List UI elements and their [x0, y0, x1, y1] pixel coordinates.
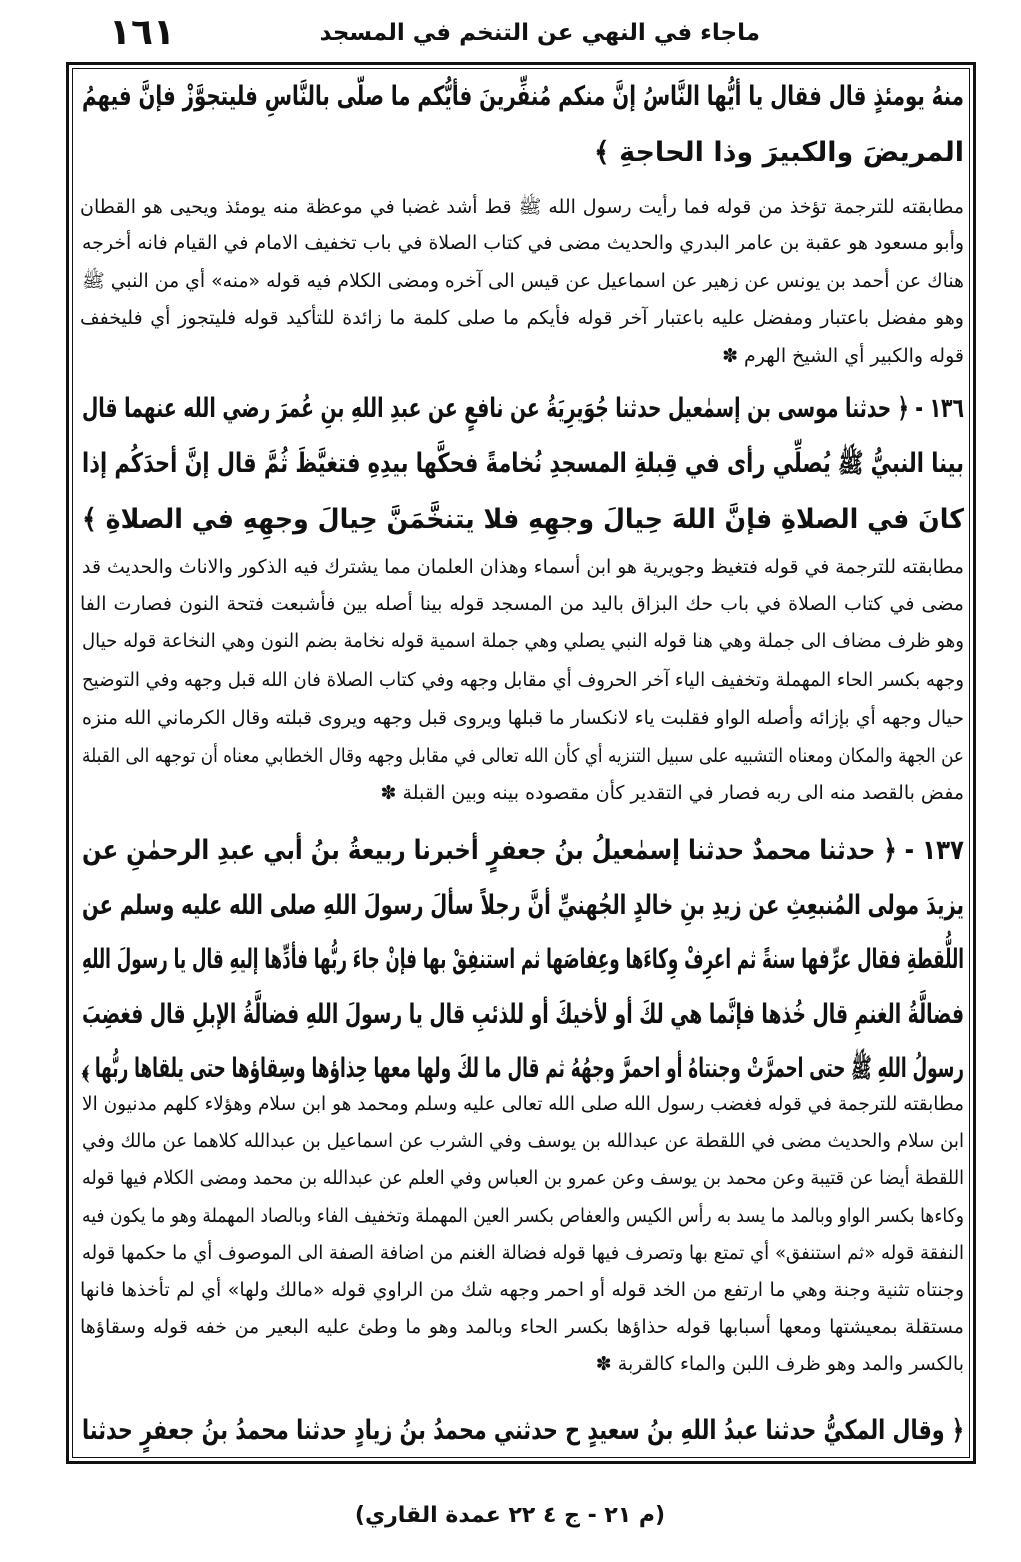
hadith-line: يزيدَ مولى المُنبعِثِ عن زيدِ بنِ خالدٍ الجُهنيِّ أنَّ رجلاً سألَ رسولَ اللهِ صلى الله عليه وسلم عن: [82, 890, 964, 921]
running-title: ماجاء في النهي عن التنخم في المسجد: [319, 20, 760, 46]
hadith-line: كانَ في الصلاةِ فإنَّ اللهَ حِيالَ وجهِهِ فلا يتنخَّمَنَّ حِيالَ وجهِهِ في الصلاةِ ﴾: [81, 504, 965, 535]
commentary-line: وهو مفضل باعتبار ومفضل عليه باعتبار آخر قوله فأيكم ما صلى كلمة ما زائدة للتأكيد قوله فليتجوز أي فليخفف: [80, 307, 964, 329]
commentary-line: مستقلة بمعيشتها ومعها أسبابها قوله حذاؤها بكسر الحاء وبالمد وهو ما وطئ عليه البعير من خفه قوله وسقاؤها: [80, 1316, 964, 1338]
commentary-line: وأبو مسعود هو عقبة بن عامر البدري والحديث مضى في كتاب الصلاة في باب تخفيف الامام في القيام فانه أخرجه: [82, 232, 965, 254]
commentary-line: هناك عن أحمد بن يونس عن زهير عن اسماعيل عن قيس الى آخره ومضى الكلام فيه قوله «منه» أي من النبي ﷺ: [81, 270, 964, 292]
commentary-line: اللقطة أيضا عن قتيبة وعن محمد بن يوسف وعن عمرو بن العباس وفي العلم عن عبدالله بن محمد ومضى الكلام فيها قوله: [81, 1167, 964, 1189]
commentary-line: وجنتاه تثنية وجنة وهي ما ارتفع من الخد قوله أو احمر وجهه شك من الراوي قوله «مالك ولها» أي لم تأخذها فانها: [80, 1279, 964, 1301]
hadith-line: ١٣٦ - ﴿ حدثنا موسى بن إسمٰعيل حدثنا جُوَيرِيَةُ عن نافعٍ عن عبدِ اللهِ بنِ عُمرَ رضي الله عنهما قال: [81, 393, 964, 424]
commentary-line: مطابقته للترجمة في قوله فغضب رسول الله صلى الله تعالى عليه وسلم ومحمد هو ابن سلام وهؤلاء كلهم مدنيون الا: [82, 1093, 965, 1115]
hadith-line: المريضَ والكبيرَ وذا الحاجةِ ﴾: [593, 137, 964, 168]
commentary-line: مفض بالقصد منه الى ربه فصار في التقدير كأن مقصوده بينه وبين القبلة ✽: [380, 782, 964, 804]
hadith-line: فضالَّةُ الغنمِ قال خُذها فإنَّما هي لكَ أو لأخيكَ أو للذئبِ قال يا رسولَ اللهِ فضالَّةُ الإبلِ قال فغضِبَ: [82, 999, 964, 1030]
hadith-line: ﴿ وقال المكيُّ حدثنا عبدُ اللهِ بنُ سعيدٍ ح حدثني محمدُ بنُ زيادٍ حدثنا محمدُ بنُ جعفرٍ حدثنا: [81, 1415, 964, 1446]
commentary-line: بالكسر والمد وهو ظرف اللبن والماء كالقربة ✽: [595, 1353, 964, 1375]
commentary-line: ابن سلام والحديث مضى في اللقطة عن عبدالله بن يوسف وفي الشرب عن اسماعيل بن عبدالله كلاهما عن مالك وفي: [82, 1130, 964, 1152]
commentary-line: مطابقته للترجمة تؤخذ من قوله فما رأيت رسول الله ﷺ قط أشد غضبا في موعظة منه يومئذ ويحيى هو القطان: [80, 196, 964, 218]
commentary-line: مضى في كتاب الصلاة في باب حك البزاق باليد من المسجد قوله بينا أصله بين فأشبعت فتحة النون فصارت الفا: [80, 593, 964, 615]
commentary-line: النفقة قوله «ثم استنفق» أي تمتع بها وتصرف فيها قوله فضالة الغنم من اضافة الصفة الى الموصوف أي ما حكمها قوله: [81, 1242, 964, 1264]
commentary-line: حيال وجهه أي بإزائه وأصله الواو فقلبت ياء لانكسار ما قبلها ويروى قبل وجهه ويروى قبلته وقال الكرماني الله منزه: [81, 707, 964, 729]
commentary-line: وهو ظرف مضاف الى جملة وهي هنا قوله النبي يصلي وهي جملة اسمية قوله نخامة بضم النون وهي النخاعة قوله حيال: [82, 630, 964, 652]
hadith-line: رسولُ اللهِ ﷺ حتى احمرَّتْ وجنتاهُ أو احمرَّ وجهُهُ ثم قال ما لكَ ولها معها حِذاؤها وسِقاؤها حتى يلقاها ربُّها ﴾: [82, 1053, 965, 1084]
hadith-line: ١٣٧ - ﴿ حدثنا محمدٌ حدثنا إسمٰعيلُ بنُ جعفرٍ أخبرنا ربيعةُ بنُ أبي عبدِ الرحمٰنِ عن: [82, 835, 964, 866]
page-number: ١٦١: [109, 12, 175, 53]
commentary-line: وكاءها بكسر الواو وبالمد ما يسد به رأس الكيس والعفاص بكسر العين المهملة وتخفيف الفاء وبالصاد المهملة وهو ما يكون فيه: [82, 1205, 964, 1227]
commentary-line: عن الجهة والمكان ومعناه التشبيه على سبيل التنزيه أي كأن الله تعالى في مقابل وجهه وقال الخطابي معناه أن توجهه الى القبلة: [82, 745, 965, 767]
hadith-line: بينا النبيُّ ﷺ يُصلِّي رأى في قِبلةِ المسجدِ نُخامةً فحكَّها بيدِهِ فتغيَّظَ ثُمَّ قال إنَّ أحدَكُم إذا: [82, 448, 964, 479]
commentary-line: وجهه بكسر الحاء المهملة وتخفيف الياء آخر الحروف أي مقابل وجهه وفي كتاب الصلاة فان الله قبل وجهه وفي التوضيح: [81, 669, 964, 691]
footer-signature: (م ٢١ - ج ٤ ٢٢ عمدة القاري): [354, 1503, 666, 1528]
hadith-line: اللُّقطةِ فقال عرِّفها سنةً ثم اعرِفْ وِكاءَها وعِفاصَها ثم استنفِقْ بها فإنْ جاءَ ربُّها فأدِّها إليهِ قال يا رسولَ اللهِ: [81, 944, 964, 975]
commentary-line: مطابقته للترجمة في قوله فتغيظ وجويرية هو ابن أسماء وهذان العلمان مما يشترك فيه الذكور والاناث والحديث قد: [82, 556, 964, 578]
hadith-line: منهُ يومئذٍ قال فقال يا أيُّها النَّاسُ إنَّ منكم مُنفِّرينَ فأيُّكم ما صلّى بالنَّاسِ فليتجوَّزْ فإنَّ فيهمُ: [81, 81, 964, 112]
commentary-line: قوله والكبير أي الشيخ الهرم ✽: [722, 345, 964, 367]
